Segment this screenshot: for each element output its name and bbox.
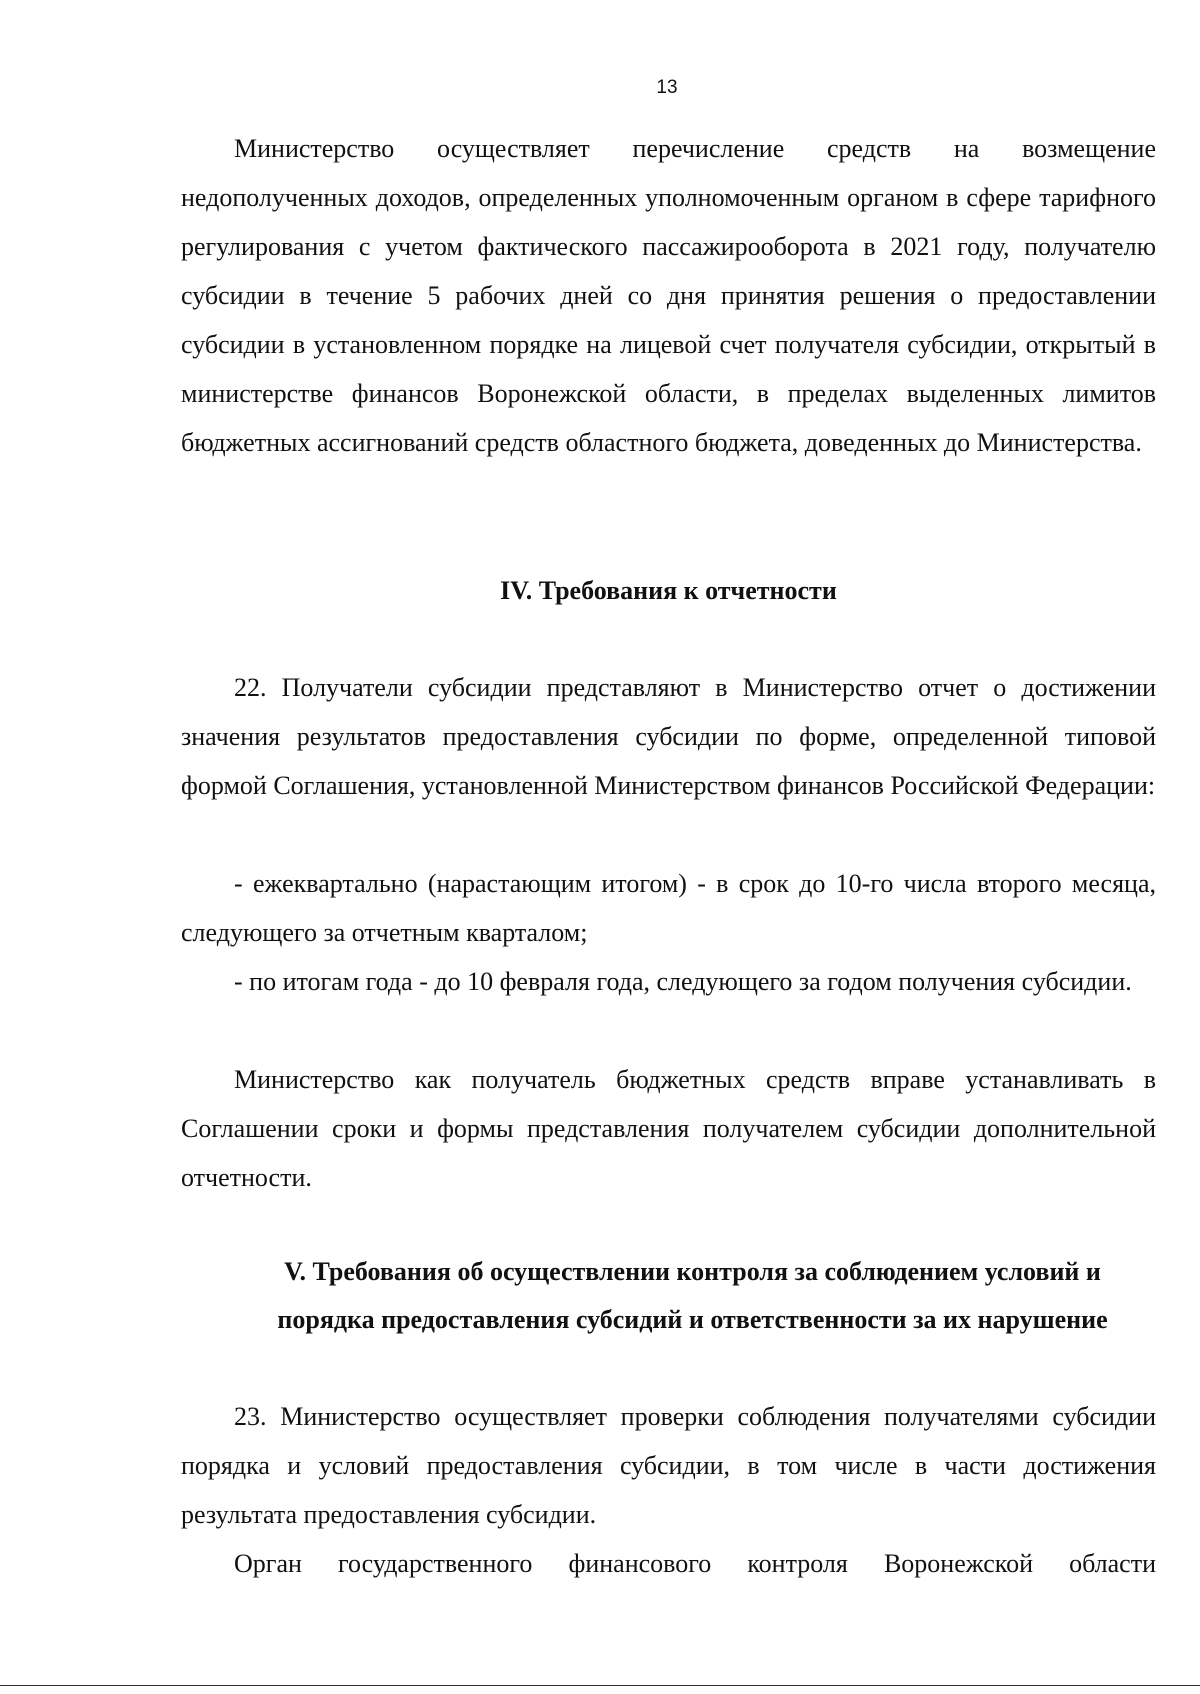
paragraph-subsidy-transfer: Министерство осуществляет перечисление средств на возмещение недополученных доходов, определенных уполномоченным органом в сфере тарифного регулирования с учетом фактического пассажирооборота в 2021 году, получателю субсидии в течение 5 рабочих дней со дня принятия решения о предоставлении субсидии в установленном порядке на лицевой счет получателя субсидии, открытый в министерстве финансов Воронежской области, в пределах выделенных лимитов бюджетных ассигнований средств областного бюджета, доведенных до Министерства.: [181, 134, 1156, 457]
list-item-quarterly: - ежеквартально (нарастающим итогом) - в срок до 10-го числа второго месяца, следующего за отчетным кварталом;: [181, 869, 1156, 947]
list-item-yearly: - по итогам года - до 10 февраля года, следующего за годом получения субсидии.: [234, 967, 1132, 996]
section-heading-v: [215, 1248, 1170, 1344]
paragraph-additional-reporting: Министерство как получатель бюджетных средств вправе устанавливать в Соглашении сроки и формы представления получателем субсидии дополнительной отчетности.: [181, 1065, 1156, 1192]
paragraph-23: 23. Министерство осуществляет проверки соблюдения получателями субсидии порядка и условий предоставления субсидии, в том числе в части достижения результата предоставления субсидии.: [181, 1402, 1156, 1529]
section-heading-iv: IV. Требования к отчетности: [500, 576, 837, 605]
section-heading-v-line2: порядка предоставления субсидий и ответственности за их нарушение: [277, 1305, 1108, 1334]
bottom-rule: [0, 1685, 1200, 1686]
section-heading-v-line1: V. Требования об осуществлении контроля за соблюдением условий и: [284, 1257, 1101, 1286]
paragraph-22: 22. Получатели субсидии представляют в Министерство отчет о достижении значения результатов предоставления субсидии по форме, определенной типовой формой Соглашения, установленной Министерством финансов Российской Федерации:: [181, 673, 1156, 800]
page-number: 13: [656, 77, 678, 98]
paragraph-financial-control: Орган государственного финансового контроля Воронежской области: [234, 1549, 1156, 1578]
